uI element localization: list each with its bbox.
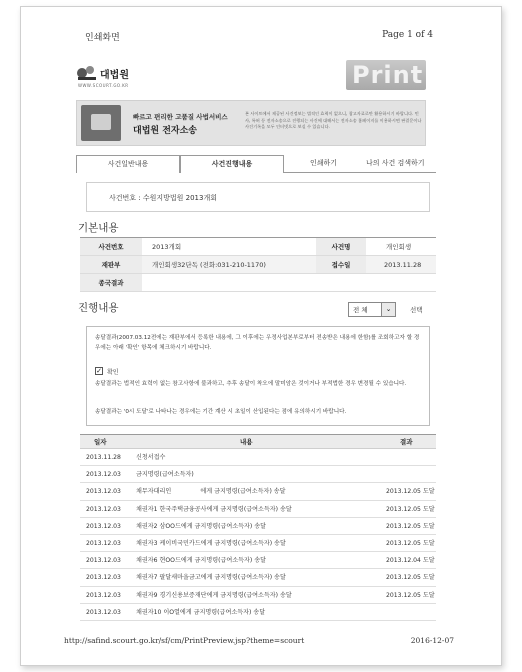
table-row: [80, 569, 436, 586]
confirm-checkbox[interactable]: ✓: [96, 367, 102, 375]
final-result-label: 종국결과: [80, 274, 142, 291]
print-banner: [346, 60, 426, 90]
print-header-title: 인쇄화면: [85, 33, 120, 43]
row-date: 2013.12.03: [86, 591, 121, 599]
case-tabs: [76, 155, 436, 173]
filter-value: 전 체: [353, 306, 368, 314]
court-logo-text: 대법원: [100, 70, 129, 81]
print-date: 2016-12-07: [410, 636, 454, 645]
print-banner-text: Print: [352, 61, 424, 89]
row-result: 2013.12.05 도달: [386, 539, 435, 547]
row-date: 2013.12.03: [86, 488, 121, 496]
delivery-notice: [86, 326, 430, 426]
basic-row: [80, 256, 436, 274]
court-logo-icon: [76, 64, 98, 82]
row-result: 2013.12.05 도달: [386, 505, 435, 513]
row-date: 2013.12.03: [86, 471, 121, 479]
case-no-label: 사건번호: [80, 238, 142, 255]
filter-select-button[interactable]: 선택: [410, 306, 423, 314]
table-row: [80, 466, 436, 483]
notice-paragraph-1: 송달결과(2007.03.12전에는 재판부에서 등록한 내용에, 그 이후에는 우정사업본부로부터 전송받은 내용에 한함)를 조회하고자 할 경우에는 아래 '확인' 항목에 체크하시기 바랍니다.: [95, 335, 420, 351]
row-result: 2013.12.05 도달: [386, 591, 435, 599]
header-result: 결과: [400, 438, 413, 446]
row-content: 신청서접수: [136, 454, 166, 461]
table-row: [80, 449, 436, 466]
progress-table: [80, 434, 436, 621]
row-date: 2013.12.03: [86, 608, 121, 616]
division-label: 재판부: [80, 256, 142, 273]
table-row: [80, 535, 436, 552]
row-content: 채권자3 케이비국민카드에게 금지명령(급여소득자) 송달: [136, 539, 286, 547]
page-number: Page 1 of 4: [382, 30, 433, 40]
received-label: 접수일: [316, 256, 366, 273]
case-no-value: 2013개회: [152, 243, 182, 251]
row-content: 채권자6 현OO드에게 금지명령(급여소득자) 송달: [136, 557, 266, 565]
row-content: 채권자7 팔달새마을금고에게 금지명령(급여소득자) 송달: [136, 574, 286, 582]
table-row: [80, 518, 436, 535]
court-logo-url: WWW.SCOURT.GO.KR: [78, 83, 129, 88]
row-content: 채권자9 경기신용보증재단에게 금지명령(급여소득자) 송달: [136, 591, 292, 599]
row-date: 2013.12.03: [86, 574, 121, 582]
row-result: 2013.12.05 도달: [386, 522, 435, 530]
progress-table-header: [80, 435, 436, 449]
table-row: [80, 501, 436, 518]
received-value: 2013.11.28: [384, 261, 422, 269]
division-value: 개인회생32단독 (전화:031-210-1170): [152, 261, 266, 269]
basic-info-table: [80, 237, 436, 292]
header-content: 내용: [240, 438, 253, 446]
brand-bar: [76, 58, 426, 92]
ecourt-icon: [81, 105, 121, 141]
confirm-checkbox-label: 확인: [107, 369, 119, 376]
basic-row: [80, 238, 436, 256]
tab-case-general[interactable]: 사건일반내용: [76, 155, 180, 173]
progress-filter-select[interactable]: [348, 302, 396, 317]
ecourt-banner[interactable]: [76, 100, 426, 146]
page-url: http://safind.scourt.go.kr/sf/cm/PrintPreview.jsp?theme=scourt: [64, 636, 305, 645]
row-content: 채권자2 삼OO드에게 금지명령(급여소득자) 송달: [136, 522, 266, 530]
row-date: 2013.12.03: [86, 557, 121, 565]
table-row: [80, 552, 436, 569]
table-row: [80, 587, 436, 604]
basic-row: [80, 274, 436, 292]
row-result: 2013.12.05 도달: [386, 488, 435, 496]
row-date: 2013.12.03: [86, 522, 121, 530]
row-content: 채무자대리인 에게 금지명령(급여소득자) 송달: [136, 488, 286, 496]
row-content: 금지명령(급여소득자): [136, 471, 194, 479]
case-number: 사건번호 : 수원지방법원 2013개회: [109, 194, 217, 202]
row-content: 채권자10 이O열에게 금지명령(급여소득자) 송달: [136, 608, 266, 616]
row-date: 2013.12.03: [86, 539, 121, 547]
banner-title: 대법원 전자소송: [133, 126, 197, 136]
tab-case-progress[interactable]: 사건진행내용: [180, 155, 284, 173]
notice-paragraph-3: 송달결과는 '0시 도달'로 나타나는 경우에는 기간 계산 시 초일이 산입된다는 점에 유의하시기 바랍니다.: [95, 409, 347, 415]
header-date: 일자: [94, 438, 107, 446]
row-result: 2013.12.05 도달: [386, 574, 435, 582]
banner-tagline: 빠르고 편리한 고품질 사법서비스: [133, 113, 228, 121]
my-case-search-link[interactable]: 나의 사건 검색하기: [366, 159, 425, 167]
row-date: 2013.12.03: [86, 505, 121, 513]
print-link[interactable]: 인쇄하기: [310, 159, 338, 167]
basic-section-title: 기본내용: [78, 222, 119, 234]
progress-section-title: 진행내용: [78, 302, 119, 314]
row-content: 채권자1 한국주택금융공사에게 금지명령(급여소득자) 송달: [136, 505, 292, 513]
case-number-box: [86, 182, 430, 212]
banner-description: 본 사이트에서 제공된 사건정보는 법적인 효력이 없으니, 참고자료로만 활용하시기 바랍니다. 민사, 특허 등 전자소송으로 진행되는 사건에 대해서는 전자소송 홈페이지를 이용하시면 판결문이나 사건기록을 모두 인터넷으로 보실 수 있습니다.: [245, 111, 422, 129]
table-row: [80, 604, 436, 621]
case-name-value: 개인회생: [386, 243, 412, 251]
notice-paragraph-2: 송달결과는 법적인 효력이 없는 참고사항에 불과하고, 추후 송달이 착오에 말미암은 것이거나 부적법한 경우 변경될 수 있습니다.: [95, 381, 407, 387]
chevron-down-icon: ⌄: [381, 303, 395, 316]
table-row: [80, 483, 436, 500]
case-name-label: 사건명: [316, 238, 366, 255]
row-date: 2013.11.28: [86, 454, 121, 461]
row-result: 2013.12.04 도달: [386, 557, 435, 565]
